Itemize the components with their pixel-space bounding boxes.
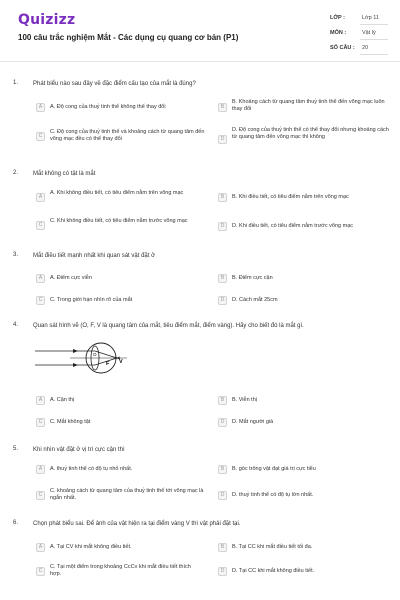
option-text: B. Viễn thị	[232, 397, 257, 403]
option-text: C. Độ cong của thuỷ tinh thể và khoảng cách từ quang tâm đến võng mạc đều có thể thay đổi	[50, 129, 205, 142]
option-text: D. Tại CC khi mắt không điều tiết.	[232, 568, 315, 574]
option-badge: A	[36, 274, 45, 283]
option-text: B. Tại CC khi mắt điều tiết tối đa.	[232, 544, 313, 550]
option-text: A. Tại CV khi mắt không điều tiết.	[50, 544, 132, 550]
option-badge: C	[36, 132, 45, 141]
option-text: B. góc trông vật đạt giá trị cực tiểu	[232, 466, 316, 472]
meta-subject-label: MÔN :	[330, 30, 347, 36]
option-text: D. Khi điều tiết, có tiêu điểm nằm trước võng mạc	[232, 223, 354, 229]
option-text: C. Trong giới hạn nhìn rõ của mắt	[50, 297, 133, 303]
ray-bottom-arrow	[73, 363, 78, 367]
option-badge: B	[218, 274, 227, 283]
option-text: D. Độ cong của thuỷ tinh thể có thể thay đổi nhưng khoảng cách từ quang tâm đến võng mạc thì không	[232, 127, 389, 140]
option-text: D. thuỷ tinh thể có độ tụ lớn nhất.	[232, 492, 314, 498]
label-o: O	[93, 352, 97, 357]
option-badge: C	[36, 491, 45, 500]
option-badge: D	[218, 296, 227, 305]
option-badge: A	[36, 465, 45, 474]
option-badge: D	[218, 135, 227, 144]
option-text: A. Khi không điều tiết, có tiêu điểm nằm trên võng mạc	[50, 190, 184, 196]
option-badge: A	[36, 543, 45, 552]
option-text: B. Khoảng cách từ quang tâm thuỷ tinh thể đến võng mạc luôn thay đổi	[232, 99, 385, 112]
option-badge: A	[36, 193, 45, 202]
option-text: A. Điểm cực viễn	[50, 275, 92, 281]
option-badge: C	[36, 221, 45, 230]
question-number: 5.	[13, 446, 19, 452]
option-text: D. Cách mắt 25cm	[232, 297, 278, 303]
question-text: Quan sát hình vẽ (O, F, V là quang tâm của mắt, tiêu điểm mắt, điểm vàng). Hãy cho biết đó là mắt gì.	[33, 323, 304, 329]
quizizz-logo: Quizizz	[18, 12, 76, 28]
option-badge: C	[36, 567, 45, 576]
option-badge: B	[218, 193, 227, 202]
meta-count-value: 20	[362, 45, 369, 51]
ray-top-arrow	[73, 349, 78, 353]
meta-divider	[360, 39, 388, 40]
meta-divider	[360, 24, 388, 25]
option-text: C. Tại một điểm trong khoảng CcCv khi mắt điều tiết thích hợp.	[50, 564, 191, 577]
question-text: Mắt điều tiết mạnh nhất khi quan sát vật đặt ở	[33, 253, 156, 259]
option-badge: B	[218, 103, 227, 112]
option-text: A. Độ cong của thuỷ tinh thể không thể thay đổi	[50, 104, 166, 110]
document-title: 100 câu trắc nghiệm Mắt - Các dụng cụ quang cơ bản (P1)	[18, 33, 239, 42]
question-number: 3.	[13, 252, 19, 258]
option-text: B. Điểm cực cận	[232, 275, 273, 281]
option-text: D. Mắt người già	[232, 419, 274, 425]
question-number: 1.	[13, 80, 19, 86]
question-number: 6.	[13, 520, 19, 526]
option-text: A. Cận thị	[50, 397, 75, 403]
meta-grade-label: LỚP :	[330, 15, 345, 21]
label-v: V	[119, 359, 123, 365]
option-badge: C	[36, 296, 45, 305]
option-text: A. thuỷ tinh thể có độ tụ nhỏ nhất.	[50, 466, 133, 472]
eye-diagram	[35, 338, 130, 378]
option-badge: B	[218, 543, 227, 552]
option-badge: B	[218, 396, 227, 405]
option-badge: D	[218, 567, 227, 576]
point-v-marker	[115, 357, 117, 359]
meta-count-label: SỐ CÂU :	[330, 45, 355, 51]
question-number: 2.	[13, 170, 19, 176]
option-badge: B	[218, 465, 227, 474]
option-badge: A	[36, 396, 45, 405]
question-text: Khi nhìn vật đặt ở vị trí cực cận thì	[33, 447, 125, 453]
option-badge: D	[218, 491, 227, 500]
option-badge: C	[36, 418, 45, 427]
label-f: F	[106, 361, 110, 367]
option-text: C. Mắt không tật	[50, 419, 91, 425]
question-number: 4.	[13, 322, 19, 328]
meta-divider	[360, 54, 388, 55]
document-header	[0, 0, 400, 62]
question-text: Mắt không có tật là mắt	[33, 171, 96, 177]
question-text: Chọn phát biểu sai. Để ảnh của vật hiện ra tại điểm vàng V thì vật phải đặt tại.	[33, 521, 241, 527]
option-badge: D	[218, 222, 227, 231]
option-badge: D	[218, 418, 227, 427]
option-text: B. Khi điều tiết, có tiêu điểm nằm trên võng mạc	[232, 194, 349, 200]
option-badge: A	[36, 103, 45, 112]
question-text: Phát biểu nào sau đây về đặc điểm cấu tạo của mắt là đúng?	[33, 81, 196, 87]
meta-subject-value: Vật lý	[362, 30, 376, 36]
meta-grade-value: Lớp 11	[362, 15, 379, 21]
option-text: C. Khi không điều tiết, có tiêu điểm nằm trước võng mạc	[50, 218, 188, 224]
option-text: C. khoảng cách từ quang tâm của thuỷ tinh thể tới võng mạc là ngắn nhất.	[50, 488, 204, 501]
